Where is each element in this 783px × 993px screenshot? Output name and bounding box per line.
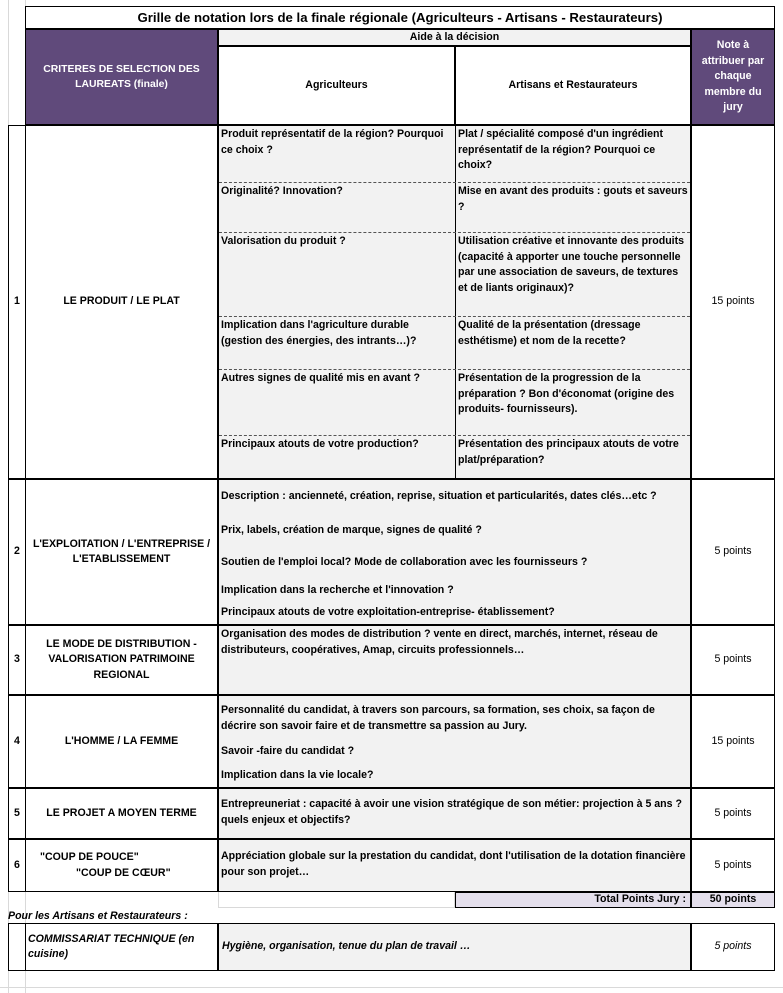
row-number: 5 <box>8 788 26 839</box>
decision-text: Implication dans la recherche et l'innovation ? <box>221 584 454 596</box>
row-number-empty <box>8 923 26 971</box>
decision-text: Description : ancienneté, création, reprise, situation et particularités, dates clés…etc ? <box>221 490 657 502</box>
row-number: 6 <box>8 839 26 892</box>
agriculteurs-header: Agriculteurs <box>218 46 455 125</box>
art-question: Qualité de la présentation (dressage esthétisme) et nom de la recette? <box>458 319 641 347</box>
gridline <box>0 987 783 988</box>
total-value: 50 points <box>691 892 775 908</box>
decision-text: Principaux atouts de votre exploitation-entreprise- établissement? <box>221 606 555 618</box>
agri-question: Produit représentatif de la région? Pourquoi ce choix ? <box>221 128 444 156</box>
empty-cell <box>218 892 455 908</box>
row-number: 1 <box>8 125 26 479</box>
points-value: 15 points <box>691 125 775 479</box>
art-question: Présentation de la progression de la préparation ? Bon d'économat (origine des produits- fournisseurs). <box>458 372 675 415</box>
decision-text: Implication dans la vie locale? <box>221 769 374 781</box>
criterion-label: L'EXPLOITATION / L'ENTREPRISE / L'ETABLISSEMENT <box>25 479 218 625</box>
criteria-header: CRITERES DE SELECTION DES LAUREATS (finale) <box>25 29 218 125</box>
art-question: Utilisation créative et innovante des produits (capacité à apporter une touche personnelle par une association de saveurs, de textures et de liants originaux)? <box>458 235 685 294</box>
agri-question: Implication dans l'agriculture durable (gestion des énergies, des intrants…)? <box>221 319 417 347</box>
points-value: 5 points <box>691 479 775 625</box>
art-question: Présentation des principaux atouts de votre plat/préparation? <box>458 438 679 466</box>
agri-question: Principaux atouts de votre production? <box>221 438 419 450</box>
decision-text: Prix, labels, création de marque, signes de qualité ? <box>221 524 482 536</box>
points-value: 5 points <box>691 625 775 695</box>
note-header: Note à attribuer par chaque membre du jury <box>691 29 775 125</box>
agri-question: Valorisation du produit ? <box>221 235 346 247</box>
decision-text: Organisation des modes de distribution ? vente en direct, marchés, internet, réseau de distributeurs, coopératives, Amap, circuits professionnels… <box>221 628 658 656</box>
artisans-header: Artisans et Restaurateurs <box>455 46 691 125</box>
decision-text: Soutien de l'emploi local? Mode de collaboration avec les fournisseurs ? <box>221 556 588 568</box>
criterion-label: L'HOMME / LA FEMME <box>25 695 218 788</box>
points-value: 5 points <box>691 839 775 892</box>
decision-text: Appréciation globale sur la prestation du candidat, dont l'utilisation de la dotation financière pour son projet… <box>221 850 686 878</box>
criterion-label: LE PRODUIT / LE PLAT <box>25 125 218 479</box>
decision-text: Savoir -faire du candidat ? <box>221 745 355 757</box>
agri-question: Originalité? Innovation? <box>221 185 343 197</box>
criterion-label <box>25 839 218 892</box>
row-number: 2 <box>8 479 26 625</box>
criterion-label: LE PROJET A MOYEN TERME <box>25 788 218 839</box>
section-heading: Pour les Artisans et Restaurateurs : <box>8 910 188 922</box>
total-label: Total Points Jury : <box>455 892 691 908</box>
criterion-line: "COUP DE CŒUR" <box>76 867 171 879</box>
extra-text: Hygiène, organisation, tenue du plan de travail … <box>218 923 691 971</box>
points-value: 15 points <box>691 695 775 788</box>
row-number: 4 <box>8 695 26 788</box>
art-question: Plat / spécialité composé d'un ingrédient représentatif de la région? Pourquoi ce choix? <box>458 128 664 171</box>
decision-text: Personnalité du candidat, à travers son parcours, sa formation, ses choix, sa façon de décrire son savoir faire et de transmettre sa passion au Jury. <box>221 704 655 732</box>
aide-header: Aide à la décision <box>218 29 691 46</box>
points-value: 5 points <box>691 788 775 839</box>
extra-criterion: COMMISSARIAT TECHNIQUE (en cuisine) <box>25 923 218 971</box>
criterion-label: LE MODE DE DISTRIBUTION - VALORISATION PATRIMOINE REGIONAL <box>25 625 218 695</box>
art-question: Mise en avant des produits : gouts et saveurs ? <box>458 185 688 213</box>
row-number: 3 <box>8 625 26 695</box>
page-title: Grille de notation lors de la finale régionale (Agriculteurs - Artisans - Restaurateurs) <box>25 6 775 29</box>
agri-question: Autres signes de qualité mis en avant ? <box>221 372 420 384</box>
extra-points: 5 points <box>691 923 775 971</box>
criterion-line: "COUP DE POUCE" <box>40 851 139 863</box>
decision-text: Entrepreuneriat : capacité à avoir une vision stratégique de son métier: projection à 5 ans ? quels enjeux et objectifs? <box>221 798 682 826</box>
column-divider <box>455 125 456 479</box>
